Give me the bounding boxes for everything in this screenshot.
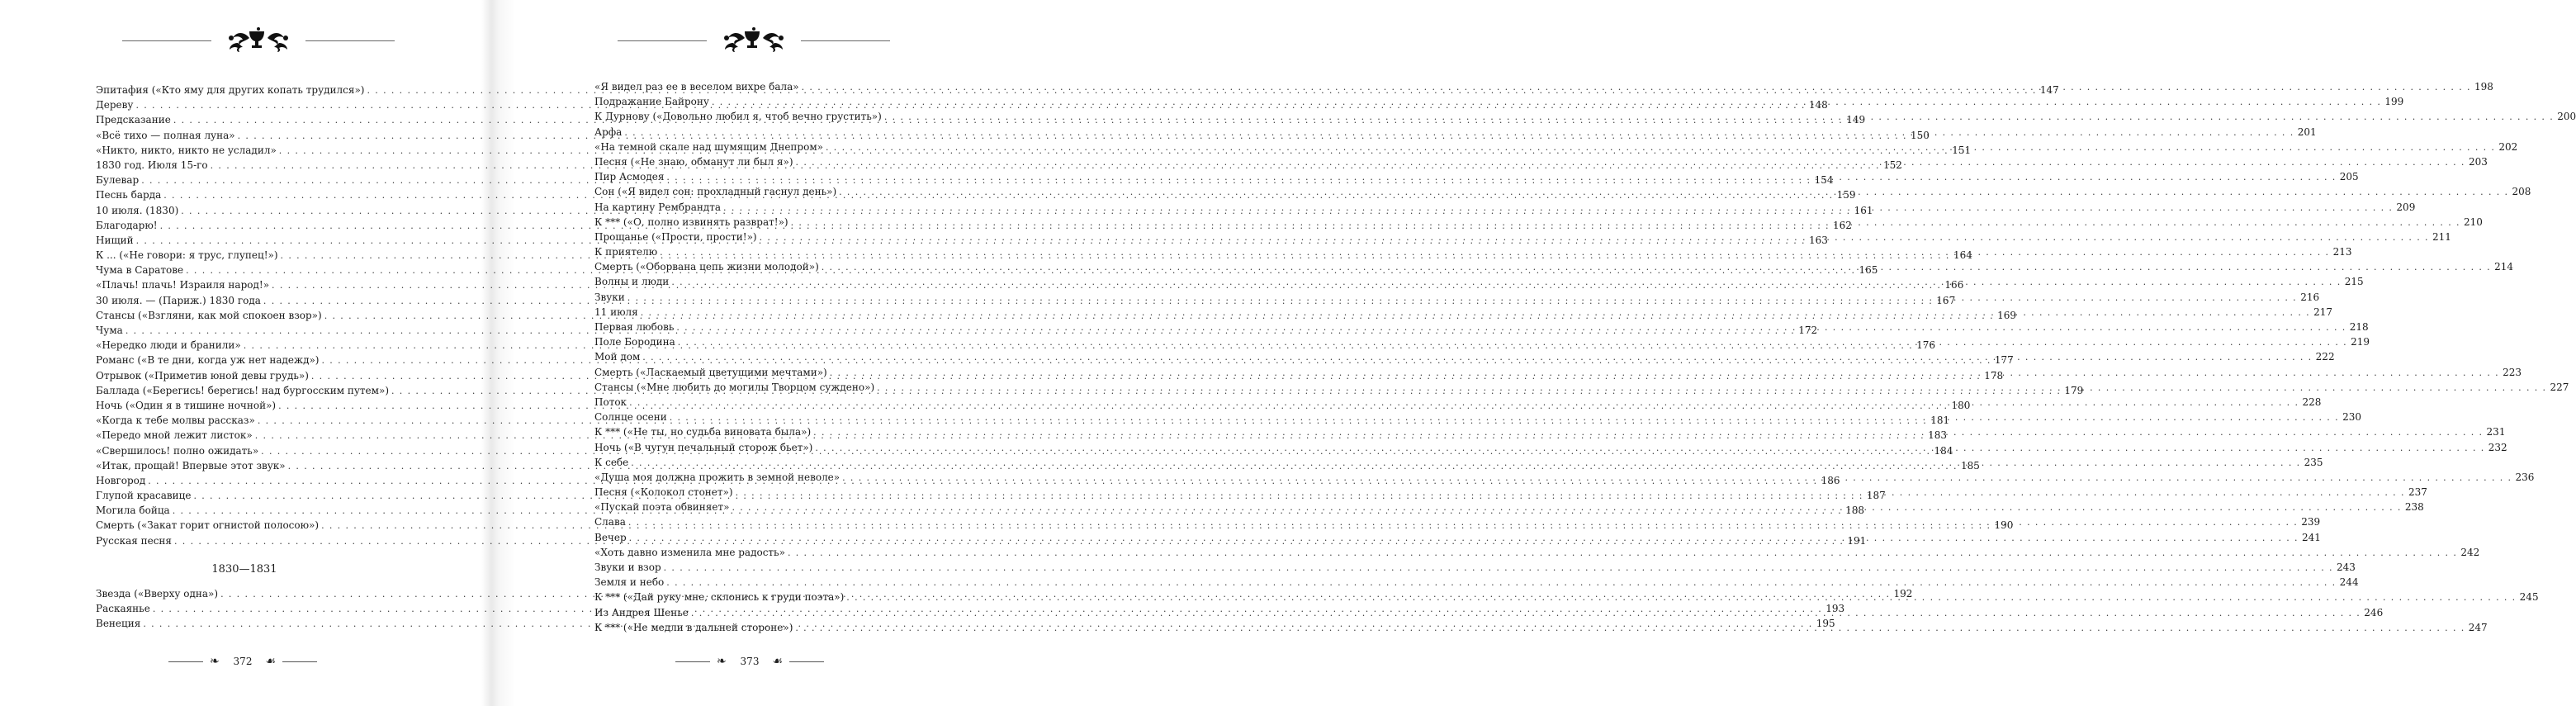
toc-leader-dots bbox=[664, 561, 2333, 576]
toc-entry-page: 243 bbox=[2337, 561, 2356, 573]
toc-entry-page: 211 bbox=[2432, 230, 2451, 243]
toc-entry-title: Благодарю! bbox=[96, 219, 158, 231]
toc-leader-dots bbox=[846, 590, 2516, 605]
header-rule-left bbox=[122, 40, 211, 41]
toc-entry-title: К ... («Не говори: я трус, глупец!») bbox=[96, 249, 278, 262]
toc-entry-page: 201 bbox=[2297, 126, 2317, 138]
toc-entry-title: Прощанье («Прости, прости!») bbox=[594, 230, 757, 243]
toc-entry-title: «Итак, прощай! Впервые этот звук» bbox=[96, 459, 286, 471]
toc-entry-page: 177 bbox=[1994, 354, 2014, 367]
toc-entry-page: 227 bbox=[2550, 381, 2569, 393]
header-rule-right bbox=[305, 40, 395, 41]
toc-entry-page: 187 bbox=[1866, 490, 1886, 502]
toc-entry-page: 199 bbox=[2384, 96, 2404, 108]
toc-entry-title: К приятелю bbox=[594, 246, 658, 258]
toc-entry-title: Звуки bbox=[594, 291, 625, 303]
toc-leader-dots bbox=[624, 126, 2294, 140]
toc-leader-dots bbox=[839, 185, 2508, 200]
toc-entry-page: 200 bbox=[2557, 111, 2576, 123]
toc-entry-page: 185 bbox=[1961, 459, 1980, 471]
toc-entry-page: 235 bbox=[2304, 456, 2323, 468]
toc-entry-page: 161 bbox=[1854, 204, 1873, 216]
toc-entry-page: 202 bbox=[2498, 140, 2518, 153]
toc-entry-page: 188 bbox=[1845, 505, 1865, 517]
toc-leader-dots bbox=[815, 441, 2484, 456]
toc-entry-page: 232 bbox=[2488, 441, 2507, 453]
toc-leader-dots bbox=[660, 245, 2329, 260]
toc-entry-page: 242 bbox=[2460, 546, 2480, 558]
toc-entry-page: 165 bbox=[1859, 264, 1878, 277]
toc-entry-page: 159 bbox=[1836, 189, 1856, 201]
toc-entry-page: 222 bbox=[2315, 351, 2335, 363]
toc-entry-page: 151 bbox=[1952, 144, 1972, 156]
toc-leader-dots bbox=[666, 576, 2336, 590]
toc-entry-title: Стансы («Мне любить до могилы Творцом суждено») bbox=[594, 381, 875, 393]
toc-entry-title: Новгород bbox=[96, 474, 146, 486]
toc-entry-page: 210 bbox=[2464, 216, 2483, 228]
toc-entry-title: Могила бойца bbox=[96, 505, 170, 517]
toc-entry-title: Поле Бородина bbox=[594, 336, 675, 348]
toc-entry-title: Звезда («Вверху одна») bbox=[96, 588, 219, 599]
toc-entry-page: 172 bbox=[1798, 325, 1818, 336]
toc-entry-page: 195 bbox=[1816, 618, 1835, 630]
toc-leader-dots bbox=[671, 275, 2341, 290]
toc-entry-page: 208 bbox=[2512, 186, 2531, 198]
toc-entry-title: «Передо мной лежит листок» bbox=[96, 429, 253, 442]
toc-entry-page: 180 bbox=[1951, 399, 1971, 411]
toc-entry-title: «Нередко люди и бранили» bbox=[96, 339, 241, 352]
toc-entry-page: 246 bbox=[2364, 606, 2384, 618]
toc-entry-title: На картину Рембрандта bbox=[594, 201, 722, 213]
toc-leader-dots bbox=[842, 471, 2512, 486]
toc-entry-title: «Никто, никто, никто не усладил» bbox=[96, 144, 277, 156]
toc-entry-page: 228 bbox=[2302, 396, 2322, 408]
toc-entry-page: 147 bbox=[2039, 84, 2059, 96]
toc-entry-page: 205 bbox=[2339, 171, 2359, 183]
toc-leader-dots bbox=[822, 260, 2491, 275]
toc-entry-title: Поток bbox=[594, 396, 627, 408]
toc-leader-dots bbox=[676, 320, 2346, 335]
toc-leader-dots bbox=[877, 381, 2546, 396]
toc-entry-page: 209 bbox=[2396, 201, 2416, 213]
toc-entry-title: Арфа bbox=[594, 126, 623, 138]
toc-entry-page: 216 bbox=[2300, 291, 2320, 303]
toc-entry-title: Ночь («Один я в тишине ночной») bbox=[96, 399, 277, 411]
toc-leader-dots bbox=[813, 425, 2483, 440]
toc-entry-title: Нищий bbox=[96, 234, 134, 246]
toc-leader-dots bbox=[627, 291, 2297, 306]
header-ornament bbox=[122, 26, 395, 54]
toc-entry-title: «Пускай поэта обвиняет» bbox=[594, 501, 730, 514]
toc-entry-page: 162 bbox=[1833, 219, 1852, 231]
flourish-icon: ☙ bbox=[772, 655, 783, 668]
toc-entry-page: 191 bbox=[1847, 534, 1867, 547]
toc-entry-page: 163 bbox=[1809, 234, 1828, 246]
toc-entry-title: Солнце осени bbox=[594, 411, 667, 424]
toc-entry-page: 198 bbox=[2474, 81, 2493, 92]
toc-leader-dots bbox=[723, 201, 2393, 216]
toc-leader-dots bbox=[670, 410, 2339, 425]
toc-entry-title: Мой дом bbox=[594, 351, 641, 363]
toc-entry-title: Смерть («Ласкаемый цветущими мечтами») bbox=[594, 366, 827, 378]
toc-entry-title: Чума bbox=[96, 325, 123, 336]
toc-entry-page: 214 bbox=[2494, 261, 2514, 273]
toc-entry-page: 176 bbox=[1916, 339, 1936, 352]
flourish-icon: ☙ bbox=[265, 655, 276, 668]
toc-entry bbox=[594, 575, 2359, 590]
header-rule-right bbox=[801, 40, 890, 41]
toc-entry-title: 30 июля. — (Париж.) 1830 года bbox=[96, 294, 261, 306]
toc-entry-title: Смерть («Закат горит огнистой полосою») bbox=[96, 519, 320, 532]
toc-entry-page: 150 bbox=[1911, 129, 1930, 141]
toc-entry-title: «На темной скале над шумящим Днепром» bbox=[594, 140, 824, 153]
toc-leader-dots bbox=[642, 350, 2312, 365]
toc-entry-title: 10 июля. (1830) bbox=[96, 204, 179, 216]
page-footer bbox=[168, 652, 317, 672]
toc-entry-title: Ночь («В чугун печальный сторож бьет») bbox=[594, 441, 813, 453]
toc-entry-title: Эпитафия («Кто яму для других копать трудился») bbox=[96, 84, 365, 96]
toc-entry-page: 218 bbox=[2349, 321, 2369, 333]
toc-entry-title: Из Андрея Шенье bbox=[594, 606, 689, 618]
toc-leader-dots bbox=[796, 155, 2465, 170]
toc-entry-page: 190 bbox=[1994, 519, 2014, 532]
toc-entry-title: Венеция bbox=[96, 618, 141, 630]
toc-entry-title: К Дурнову («Довольно любил я, чтоб вечно грустить») bbox=[594, 111, 882, 123]
toc-entry-page: 184 bbox=[1934, 444, 1953, 457]
toc-entry-title: Смерть («Оборвана цепь жизни молодой») bbox=[594, 261, 819, 273]
cup-vignette-icon bbox=[213, 26, 304, 54]
toc-entry-page: 217 bbox=[2313, 306, 2333, 318]
toc-leader-dots bbox=[736, 486, 2405, 500]
toc-entry-page: 154 bbox=[1814, 174, 1834, 187]
toc-entry-title: Булевар bbox=[96, 174, 140, 187]
toc-leader-dots bbox=[830, 366, 2499, 381]
toc-entry-title: Сон («Я видел сон: прохладный гаснул день») bbox=[594, 186, 837, 198]
toc-entry-title: Дереву bbox=[96, 99, 134, 111]
toc-entry-page: 167 bbox=[1936, 294, 1956, 306]
toc-leader-dots bbox=[641, 306, 2310, 320]
toc-entry-title: Песня («Колокол стонет») bbox=[594, 486, 733, 499]
toc-leader-dots bbox=[826, 140, 2495, 155]
toc-leader-dots bbox=[678, 335, 2347, 350]
flourish-icon: ❧ bbox=[210, 655, 220, 668]
toc-entry-page: 193 bbox=[1825, 603, 1845, 615]
toc-leader-dots bbox=[628, 515, 2298, 530]
toc-entry-page: 178 bbox=[1984, 369, 2004, 381]
toc-entry-title: «Свершилось! полно ожидать» bbox=[96, 444, 259, 457]
toc-leader-dots bbox=[666, 170, 2336, 185]
toc-entry-page: 203 bbox=[2468, 155, 2488, 168]
toc-entry-page: 244 bbox=[2339, 576, 2359, 589]
toc-entry-page: 245 bbox=[2519, 591, 2539, 604]
toc-leader-dots bbox=[629, 396, 2299, 410]
page-number: 373 bbox=[740, 656, 760, 667]
toc-entry-title: «Душа моя должна прожить в земной неволе» bbox=[594, 471, 841, 483]
toc-entry-title: Песнь барда bbox=[96, 189, 162, 201]
toc-leader-dots bbox=[691, 606, 2361, 621]
toc-entry-page: 247 bbox=[2468, 621, 2488, 633]
footer-rule-right bbox=[789, 661, 824, 662]
toc-leader-dots bbox=[760, 230, 2429, 245]
toc-leader-dots bbox=[884, 110, 2554, 125]
toc-entry-title: К *** («Не ты, но судьба виновата была») bbox=[594, 426, 812, 438]
toc-entry-title: Слава bbox=[594, 516, 626, 528]
toc-entry-title: Русская песня bbox=[96, 534, 173, 547]
toc-entry-title: «Я видел раз ее в веселом вихре бала» bbox=[594, 81, 799, 92]
header-ornament bbox=[618, 26, 890, 54]
toc-entry-title: К себе bbox=[594, 456, 629, 468]
toc-entry-title: 11 июля bbox=[594, 306, 638, 318]
toc-entry-page: 231 bbox=[2486, 426, 2506, 438]
toc-entry-title: Подражание Байрону bbox=[594, 96, 709, 108]
flourish-icon: ❧ bbox=[717, 655, 727, 668]
toc-entry-page: 241 bbox=[2302, 531, 2321, 543]
toc-entry bbox=[594, 560, 2356, 575]
toc-entry-page: 192 bbox=[1893, 588, 1913, 599]
toc-entry-title: Звуки и взор bbox=[594, 561, 661, 573]
toc-entry-page: 148 bbox=[1808, 99, 1828, 111]
toc-entry-page: 164 bbox=[1953, 249, 1972, 262]
toc-leader-dots bbox=[788, 546, 2457, 561]
toc-entry-title: Романс («В те дни, когда уж нет надежд») bbox=[96, 354, 320, 367]
toc-entry-page: 181 bbox=[1930, 415, 1950, 427]
toc-entry-page: 169 bbox=[1997, 309, 2016, 321]
toc-entry-page: 183 bbox=[1928, 429, 1948, 442]
toc-entry-title: Чума в Саратове bbox=[96, 264, 184, 277]
toc-entry-title: Волны и люди bbox=[594, 276, 670, 288]
toc-leader-dots bbox=[712, 95, 2381, 110]
toc-leader-dots bbox=[802, 80, 2471, 95]
toc-leader-dots bbox=[795, 621, 2465, 636]
toc-entry-title: Предсказание bbox=[96, 114, 171, 126]
toc-entry-page: 152 bbox=[1883, 159, 1902, 171]
page-number: 372 bbox=[233, 656, 253, 667]
toc-leader-dots bbox=[631, 456, 2300, 471]
toc-entry-page: 236 bbox=[2515, 471, 2535, 483]
toc-entry-page: 166 bbox=[1944, 279, 1964, 291]
toc-entry-page: 213 bbox=[2332, 246, 2352, 258]
toc-entry-page: 186 bbox=[1821, 474, 1840, 486]
toc-entry-title: Пир Асмодея bbox=[594, 171, 665, 183]
toc-entry-page: 223 bbox=[2503, 366, 2522, 378]
toc-entry-title: «Хоть давно изменила мне радость» bbox=[594, 546, 785, 558]
toc-entry-page: 238 bbox=[2404, 501, 2424, 514]
toc-entry-page: 237 bbox=[2408, 486, 2427, 499]
toc-entry-title: Песня («Не знаю, обманут ли был я») bbox=[594, 155, 793, 168]
toc-entry-title: К *** («Не медли в дальней стороне») bbox=[594, 621, 793, 633]
toc-entry-title: 1830 год. Июля 15-го bbox=[96, 159, 208, 171]
toc-entry-title: Земля и небо bbox=[594, 576, 665, 589]
toc-entry-title: «Когда к тебе молвы рассказ» bbox=[96, 415, 255, 427]
toc-entry-title: К *** («Дай руку мне, склонись к груди поэта») bbox=[594, 591, 845, 604]
header-rule-left bbox=[618, 40, 707, 41]
toc-entry-title: К *** («О, полно извинять разврат!») bbox=[594, 216, 788, 228]
toc-leader-dots bbox=[791, 216, 2460, 230]
toc-entry-title: Глупой красавице bbox=[96, 490, 192, 502]
toc-entry-page: 230 bbox=[2342, 411, 2361, 424]
toc-leader-dots bbox=[629, 531, 2299, 546]
section-heading: 1830—1831 bbox=[211, 563, 277, 576]
toc-entry-page: 239 bbox=[2301, 516, 2321, 528]
toc-entry-title: «Плачь! плачь! Израиля народ!» bbox=[96, 279, 270, 291]
page-footer bbox=[675, 652, 824, 672]
toc-entry-title: Первая любовь bbox=[594, 321, 675, 333]
toc-entry-title: Раскаянье bbox=[96, 603, 150, 615]
toc-entry-page: 149 bbox=[1846, 114, 1866, 126]
toc-entry-page: 179 bbox=[2064, 384, 2084, 396]
toc-entry-title: «Всё тихо — полная луна» bbox=[96, 129, 235, 141]
toc-entry-title: Отрывок («Приметив юной девы грудь») bbox=[96, 369, 309, 381]
toc-entry-title: Баллада («Берегись! берегись! над бургосским путем») bbox=[96, 384, 389, 396]
toc-entry-title: Вечер bbox=[594, 531, 627, 543]
toc-entry-page: 215 bbox=[2344, 276, 2364, 288]
toc-entry-page: 219 bbox=[2351, 336, 2370, 348]
cup-vignette-icon bbox=[708, 26, 799, 54]
toc-entry-title: Стансы («Взгляни, как мой спокоен взор») bbox=[96, 309, 322, 321]
footer-rule-right bbox=[282, 661, 317, 662]
toc-entry bbox=[594, 545, 2480, 560]
toc-leader-dots bbox=[732, 500, 2401, 515]
